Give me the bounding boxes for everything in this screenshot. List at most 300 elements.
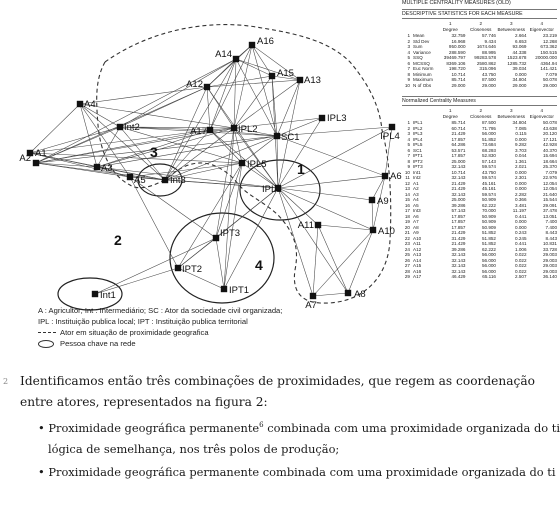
edge-A15-IPL1 <box>272 76 278 188</box>
edge-A3-Int2 <box>97 127 120 167</box>
legend-line-actors: A : Agricultor; Int : Intermediário; SC : Ator da sociedade civil organizada; <box>38 306 283 315</box>
column-header: Betweenness <box>497 114 526 119</box>
table-cell: 87.500 <box>481 77 496 82</box>
node-square-icon <box>92 291 98 297</box>
node-label: IPL3 <box>327 113 347 124</box>
table-cell: 29.091 <box>542 202 557 208</box>
table-cell: 34.804 <box>512 120 527 125</box>
node-sc1 <box>274 132 300 143</box>
node-label: IPT2 <box>182 264 203 275</box>
table-cell: 71.795 <box>481 125 496 131</box>
table-cell: 2580.862 <box>476 60 496 66</box>
table-cell: 2.282 <box>515 191 527 197</box>
row-label: N of Obs <box>413 82 432 88</box>
edge-A12-A13 <box>207 80 300 87</box>
body-text <box>0 362 560 505</box>
table-cell: 0.000 <box>515 186 527 191</box>
network-diagram <box>0 0 400 310</box>
row-index: 3 <box>407 44 410 49</box>
node-int3 <box>162 175 186 186</box>
node-label: A2 <box>19 153 31 164</box>
row-index: 15 <box>404 197 410 202</box>
table-cell: 73.684 <box>481 142 496 147</box>
node-label: IPT3 <box>220 228 241 239</box>
column-number: 3 <box>509 108 513 113</box>
row-index: 3 <box>407 131 410 136</box>
ellipse-icon <box>38 340 54 348</box>
table-cell: 32.143 <box>451 164 466 169</box>
node-square-icon <box>233 56 239 62</box>
table-cell: 3.481 <box>515 202 527 208</box>
column-header: Closeness <box>470 27 492 32</box>
table-cell: 2.021 <box>515 164 527 169</box>
table-cell: 51.852 <box>481 241 496 246</box>
row-label: A12 <box>413 246 422 252</box>
table-cell: 2.664 <box>515 33 527 38</box>
column-header: Eigenvector <box>529 114 554 119</box>
table-cell: 7.400 <box>545 219 557 224</box>
table-cell: 32.759 <box>451 33 466 38</box>
row-label: Minimum <box>413 71 432 77</box>
table-cell: 1.361 <box>515 158 527 164</box>
table-cell: 99283.578 <box>474 55 496 60</box>
column-header: Betweenness <box>497 27 526 32</box>
row-index: 7 <box>407 153 410 158</box>
edge-IPL5-IPT3 <box>216 163 242 238</box>
table-cell: 315.096 <box>479 66 496 71</box>
row-index: 9 <box>407 77 410 82</box>
table-cell: 15.694 <box>542 153 557 158</box>
node-ipl5 <box>239 159 267 170</box>
row-index: 24 <box>404 246 410 252</box>
row-label: Int1 <box>413 169 421 175</box>
edge-A5-IPL5 <box>130 163 242 177</box>
stats-table <box>402 21 557 88</box>
table-cell: 7.079 <box>545 169 557 175</box>
node-label: IPT1 <box>229 285 250 296</box>
table-cell: 20000.000 <box>535 55 557 60</box>
table-cell: 0.022 <box>515 252 527 257</box>
bullet-continuation: lógica de semelhança, nos três polos de produção; <box>48 442 340 456</box>
edge-IPL1-IPL3 <box>278 118 322 188</box>
row-label: A3 <box>413 191 419 197</box>
table-cell: 50.909 <box>481 224 496 230</box>
node-a10 <box>370 226 395 237</box>
column-header: Degree <box>442 27 458 32</box>
table-cell: 51.852 <box>481 136 496 142</box>
table-cell: 17.857 <box>451 136 466 142</box>
node-label: A11 <box>297 220 314 231</box>
node-a16 <box>249 36 274 48</box>
node-label: A15 <box>277 68 294 79</box>
table-cell: 12.054 <box>542 180 557 186</box>
table-cell: 29.000 <box>451 82 466 88</box>
edge-A5-IPT2 <box>130 177 178 268</box>
node-square-icon <box>207 127 213 133</box>
edge-A5-IPL1 <box>130 177 278 188</box>
row-index: 20 <box>404 224 410 230</box>
row-index: 28 <box>404 268 410 274</box>
table-cell: 56.000 <box>481 131 496 136</box>
table-cell: 0.000 <box>515 136 527 142</box>
table-cell: 56.000 <box>481 268 496 274</box>
table-cell: 10.714 <box>451 169 466 175</box>
row-index: 13 <box>404 186 410 191</box>
row-index: 9 <box>407 164 410 169</box>
node-a9 <box>369 196 389 207</box>
row-index: 19 <box>404 219 410 224</box>
node-square-icon <box>77 101 83 107</box>
node-label: Int1 <box>100 290 116 301</box>
table-cell: 17.857 <box>451 219 466 224</box>
network-nodes <box>19 36 401 311</box>
table-cell: 59.574 <box>481 191 496 197</box>
table-cell: 1523.678 <box>507 55 527 60</box>
table-cell: 0.000 <box>515 219 527 224</box>
node-label: IPL4 <box>380 131 400 142</box>
bullet-text: combinada com uma proximidade organizada do ti <box>263 421 560 435</box>
table-cell: 53.571 <box>451 147 466 153</box>
row-index: 16 <box>404 202 410 208</box>
table-cell: 673.362 <box>540 44 557 49</box>
row-label: MCSSQ <box>413 60 430 66</box>
edge-A11-A8 <box>318 225 348 293</box>
legend-line-institutions: IPL : Instituição publica local; IPT : Instituição publica territorial <box>38 317 248 326</box>
row-label: SSQ <box>413 55 423 60</box>
table-cell: 59.574 <box>481 175 496 180</box>
paragraph-line: entre atores, representados na figura 2: <box>20 395 268 409</box>
legend-item-proximity <box>38 327 398 338</box>
node-square-icon <box>382 173 388 179</box>
column-number: 2 <box>479 21 483 26</box>
table-cell: 8.443 <box>545 230 557 235</box>
table-cell: 62.222 <box>481 246 496 252</box>
table-cell: 50.078 <box>542 120 557 125</box>
table-cell: 43.750 <box>481 169 496 175</box>
table-cell: 45.161 <box>481 186 496 191</box>
row-label: A6 <box>413 213 419 219</box>
table-cell: 32.143 <box>451 175 466 180</box>
table-cell: 1674.646 <box>476 44 496 49</box>
table-cell: 21.429 <box>451 241 466 246</box>
node-a14 <box>215 49 239 62</box>
table-cell: 9.434 <box>484 38 496 44</box>
row-index: 10 <box>404 82 410 88</box>
table-cell: 9.282 <box>515 142 527 147</box>
table-cell: 37.478 <box>542 208 557 213</box>
table-cell: 40.370 <box>542 147 557 153</box>
column-number: 1 <box>448 108 452 113</box>
node-square-icon <box>319 115 325 121</box>
table-cell: 0.022 <box>515 263 527 268</box>
table-cell: 3.703 <box>515 147 527 153</box>
row-label: Mean <box>413 33 425 38</box>
table-cell: 198.720 <box>448 66 466 71</box>
edge-A10-A11 <box>318 225 373 230</box>
table-cell: 21.429 <box>451 180 466 186</box>
bullet-item <box>38 465 556 479</box>
node-square-icon <box>213 235 219 241</box>
table-cell: 150.515 <box>540 49 557 55</box>
node-ipt1 <box>221 285 249 296</box>
row-index: 8 <box>407 71 410 77</box>
table-cell: 8369.106 <box>446 60 466 66</box>
row-label: A17 <box>413 274 422 279</box>
edge-A10-A8 <box>348 230 373 293</box>
table-cell: 50.909 <box>481 213 496 219</box>
node-a5 <box>127 174 146 186</box>
node-square-icon <box>175 265 181 271</box>
node-square-icon <box>33 160 39 166</box>
node-label: A7 <box>305 300 317 311</box>
row-index: 5 <box>407 55 410 60</box>
table-cell: 32.143 <box>451 191 466 197</box>
table-cell: 0.441 <box>515 241 527 246</box>
node-a12 <box>186 79 210 90</box>
node-ipt2 <box>175 264 202 275</box>
column-header: Eigenvector <box>529 27 554 32</box>
bullet-item <box>38 421 560 435</box>
row-index: 18 <box>404 213 410 219</box>
node-label: A3 <box>101 163 113 174</box>
row-label: A14 <box>413 257 422 263</box>
row-label: IPT2 <box>413 158 423 164</box>
table-cell: 0.000 <box>515 169 527 175</box>
table-cell: 39.286 <box>451 202 466 208</box>
table-cell: 2.301 <box>515 175 527 180</box>
table-cell: 0.115 <box>515 131 527 136</box>
node-label: IPL5 <box>247 159 267 170</box>
table-cell: 51.852 <box>481 235 496 241</box>
node-square-icon <box>127 174 133 180</box>
table-cell: 29.000 <box>542 82 557 88</box>
table-cell: 29.003 <box>542 268 557 274</box>
row-label: Std Dev <box>413 38 430 44</box>
row-label: Maximum <box>413 77 433 82</box>
table-cell: 85.714 <box>451 120 466 125</box>
table-cell: 29.003 <box>542 252 557 257</box>
row-index: 11 <box>405 175 410 180</box>
table-cell: 13.051 <box>542 213 557 219</box>
row-label: A8 <box>413 224 419 230</box>
bullet-icon: • <box>38 465 45 479</box>
zone-label-2: 2 <box>114 232 122 248</box>
row-index: 12 <box>404 180 410 186</box>
node-label: A13 <box>304 75 321 86</box>
footnote-ref[interactable]: 6 <box>259 421 264 430</box>
table-cell: 22.976 <box>542 175 557 180</box>
table-cell: 39.286 <box>451 246 466 252</box>
row-label: Variance <box>413 49 431 55</box>
table-cell: 62.222 <box>481 202 496 208</box>
node-label: A6 <box>390 171 402 182</box>
table-cell: 4364.94 <box>540 60 557 66</box>
node-label: A16 <box>257 36 274 47</box>
table-cell: 21.429 <box>451 230 466 235</box>
column-number: 4 <box>540 108 544 113</box>
node-label: A10 <box>378 226 395 237</box>
table-cell: 0.245 <box>515 235 527 241</box>
row-label: Int2 <box>413 175 421 180</box>
node-label: A8 <box>354 289 366 300</box>
table-cell: 50.909 <box>481 197 496 202</box>
node-a6 <box>382 171 402 182</box>
zone-label-4: 4 <box>255 257 263 273</box>
dashed-line-icon <box>38 332 56 333</box>
row-index: 27 <box>404 263 410 268</box>
table-cell: 10.714 <box>451 71 466 77</box>
table-cell: 57.746 <box>481 33 496 38</box>
row-label: Int3 <box>413 208 421 213</box>
row-label: IPL3 <box>413 131 423 136</box>
table-cell: 52.830 <box>481 153 496 158</box>
row-label: A11 <box>413 241 421 246</box>
table-cell: 65.116 <box>482 274 496 279</box>
column-number: 3 <box>509 21 513 26</box>
table-cell: 32.143 <box>451 257 466 263</box>
table-cell: 1.006 <box>515 246 527 252</box>
node-square-icon <box>315 222 321 228</box>
table-cell: 0.000 <box>515 224 527 230</box>
table-cell: 15.544 <box>542 197 557 202</box>
table-cell: 950.000 <box>448 44 466 49</box>
table-cell: 18.664 <box>542 158 557 164</box>
row-label: A13 <box>413 252 422 257</box>
table-cell: 0.243 <box>515 230 527 235</box>
table-cell: 11.197 <box>512 208 527 213</box>
node-a17 <box>190 126 213 137</box>
node-square-icon <box>221 286 227 292</box>
node-square-icon <box>274 133 280 139</box>
node-square-icon <box>345 290 351 296</box>
table-cell: 68.293 <box>481 147 496 153</box>
row-label: A1 <box>413 180 419 186</box>
row-label: IPT3 <box>413 164 423 169</box>
node-a3 <box>94 163 113 174</box>
edge-A11-A7 <box>313 225 318 296</box>
table-cell: 56.000 <box>481 252 496 257</box>
row-index: 6 <box>407 60 410 66</box>
table-cell: 0.022 <box>515 257 527 263</box>
row-index: 8 <box>407 158 410 164</box>
table-cell: 29.003 <box>542 263 557 268</box>
edge-A14-IPL2 <box>234 59 236 128</box>
table-cell: 8.443 <box>545 235 557 241</box>
edge-IPL2-IPT1 <box>224 128 234 289</box>
node-label: IPL1 <box>262 184 282 195</box>
row-label: A9 <box>413 230 419 235</box>
node-a8 <box>345 289 366 300</box>
row-label: IPL5 <box>413 142 423 147</box>
node-label: A12 <box>186 79 203 90</box>
centrality-tables <box>402 0 557 362</box>
table-cell: 1285.732 <box>507 60 527 66</box>
table-cell: 93.069 <box>512 44 527 49</box>
row-label: A10 <box>413 235 422 241</box>
table-cell: 21.640 <box>542 191 557 197</box>
row-index: 4 <box>407 49 410 55</box>
row-label: SC1 <box>413 147 422 153</box>
zone-label-3: 3 <box>150 144 158 160</box>
table-cell: 32.143 <box>451 252 466 257</box>
table-cell: 25.000 <box>451 197 466 202</box>
table-cell: 25.000 <box>451 158 466 164</box>
table-cell: 56.000 <box>481 263 496 268</box>
table-cell: 17.857 <box>451 153 466 158</box>
edge-Int3-A14 <box>165 59 236 180</box>
node-ipl1 <box>262 184 282 195</box>
node-label: IPL2 <box>238 124 258 135</box>
node-square-icon <box>239 160 245 166</box>
node-label: A4 <box>84 99 96 110</box>
table-cell: 0.044 <box>515 153 527 158</box>
stats-title: DESCRIPTIVE STATISTICS FOR EACH MEASURE <box>402 9 557 19</box>
table-cell: 57.143 <box>451 208 466 213</box>
row-index: 2 <box>407 38 410 44</box>
table-cell: 60.714 <box>451 125 466 131</box>
node-square-icon <box>297 77 303 83</box>
table-cell: 0.022 <box>515 268 527 274</box>
table-cell: 34.804 <box>512 77 527 82</box>
node-square-icon <box>369 197 375 203</box>
column-number: 1 <box>448 21 452 26</box>
edge-A17-IPL1 <box>210 130 278 188</box>
table-cell: 56.000 <box>481 257 496 263</box>
table-cell: 0.000 <box>515 180 527 186</box>
table-cell: 45.161 <box>481 180 496 186</box>
table-cell: 0.441 <box>515 213 527 219</box>
row-label: IPT1 <box>413 153 423 158</box>
table-cell: 32.143 <box>451 263 466 268</box>
table-cell: 50.909 <box>481 219 496 224</box>
row-index: 14 <box>404 191 410 197</box>
table-cell: 29.000 <box>481 82 496 88</box>
edge-A10-A7 <box>313 230 373 296</box>
edge-A12-A17 <box>207 87 210 130</box>
bullet-text: Proximidade geográfica permanente combinada com uma proximidade organizada do ti <box>48 465 556 479</box>
edge-A5-IPT3 <box>130 177 216 238</box>
edge-Int2-A14 <box>120 59 236 127</box>
table-cell: 10.831 <box>542 241 557 246</box>
node-square-icon <box>310 293 316 299</box>
edge-IPT3-IPT1 <box>216 238 224 289</box>
table-cell: 36.140 <box>542 274 557 279</box>
node-label: A14 <box>215 49 232 60</box>
row-index: 4 <box>407 136 410 142</box>
table-cell: 57.143 <box>481 158 496 164</box>
table-cell: 88.995 <box>481 49 496 55</box>
table-cell: 59.574 <box>481 164 496 169</box>
row-label: A5 <box>413 202 419 208</box>
row-label: IPL2 <box>413 125 423 131</box>
table-cell: 43.750 <box>481 71 496 77</box>
zone-label-1: 1 <box>297 161 305 177</box>
row-index: 23 <box>404 241 410 246</box>
edge-IPL5-IPT2 <box>178 163 242 268</box>
legend-proximity-label: Ator em situação de proximidade geografica <box>60 328 209 337</box>
column-header: Closeness <box>470 114 492 119</box>
table-cell: 7.079 <box>545 71 557 77</box>
table-cell: 288.590 <box>448 49 466 55</box>
table-cell: 21.429 <box>451 186 466 191</box>
table-cell: 43.638 <box>542 125 557 131</box>
table-cell: 12.054 <box>542 186 557 191</box>
row-index: 25 <box>404 252 410 257</box>
table-cell: 64.286 <box>451 142 466 147</box>
node-ipl4 <box>380 124 400 142</box>
node-square-icon <box>94 164 100 170</box>
row-index: 29 <box>404 274 410 279</box>
